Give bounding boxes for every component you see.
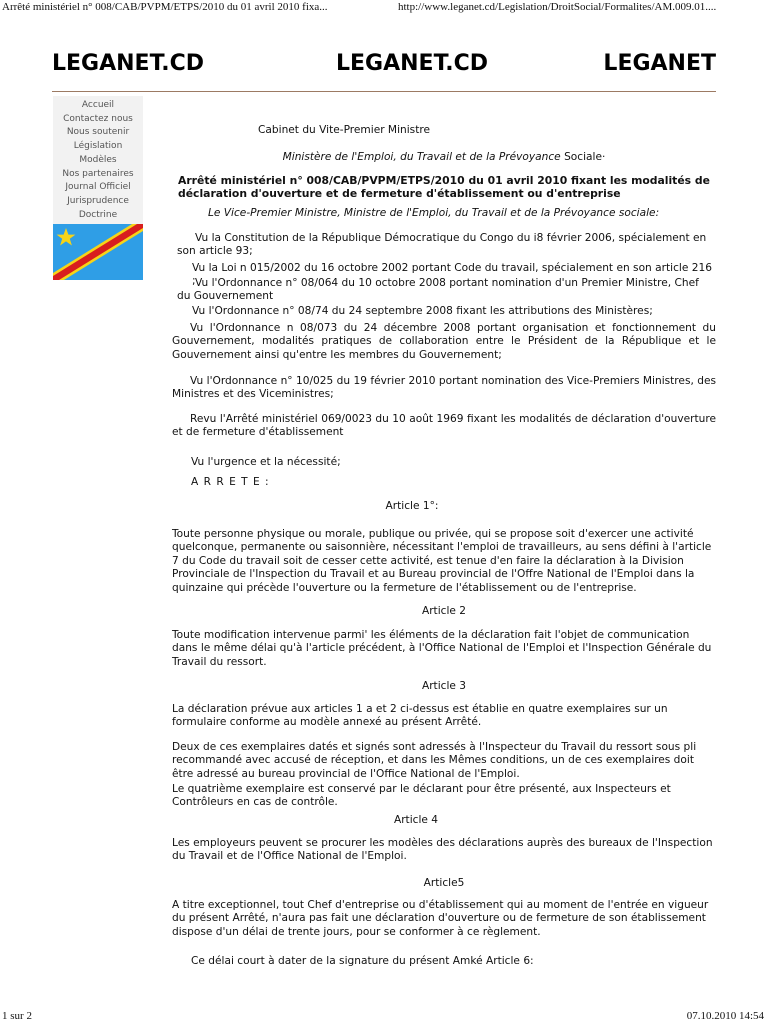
sidebar-item-legislation[interactable]: Législation	[73, 141, 123, 152]
drc-flag-icon	[53, 224, 143, 280]
banner-divider	[52, 91, 716, 92]
article-4-heading: Article 4	[393, 814, 439, 826]
article-2-text: Toute modification intervenue parmi' les éléments de la déclaration fait l'objet de communication dans le même délai qu'à l'article précédent, à l'Office National de l'Emploi et l'Inspection Générale du Travail du ressort.	[172, 629, 712, 668]
print-page-url: http://www.leganet.cd/Legislation/DroitSocial/Formalites/AM.009.01....	[398, 1, 717, 13]
sidebar-item-accueil[interactable]: Accueil	[81, 100, 115, 110]
article-1-text: Toute personne physique ou morale, publique ou privée, qui se propose soit d'exercer une activité quelconque, permanente ou saisonnière, nécessitant l'emploi de travailleurs, au sens défini à l'article 7 du Code du travail soit de cesser cette activité, est tenue d'en faire la déclaration à la Division Provinciale de l'Inspection du Travail et au Bureau provincial de l'Offre National de l'Emploi dans la quinzaine qui précède l'ouverture ou la fermeture de l'établissement ou de l'entreprise.	[172, 528, 712, 594]
brand-logo-right[interactable]: LEGANET	[603, 51, 716, 76]
sidebar-item-journal-officiel[interactable]: Journal Officiel	[65, 182, 131, 193]
ministry-suffix: Sociale·	[560, 151, 606, 163]
article-3-heading: Article 3	[421, 680, 467, 692]
article-3-text-3: Le quatrième exemplaire est conservé par le déclarant pour être présenté, aux Inspecteurs et Contrôleurs en cas de contrôle.	[172, 783, 671, 809]
sidebar-item-contactez-nous[interactable]: Contactez nous	[63, 113, 133, 124]
vu-urgence: Vu l'urgence et la nécessité;	[191, 456, 341, 468]
article-5-heading: Article5	[423, 877, 465, 889]
cabinet-heading: Cabinet du Vite-Premier Ministre	[258, 124, 430, 136]
vu-constitution: Vu la Constitution de la République Démocratique du Congo du i8 février 2006, spécialement en son article 93;	[177, 232, 707, 258]
sidebar-item-jurisprudence[interactable]: Jurisprudence	[67, 195, 129, 206]
article-5-text: A titre exceptionnel, tout Chef d'entreprise ou d'établissement qui au moment de l'entrée en vigueur du présent Arrêté, n'aura pas fait une déclaration d'ouverture ou de fermeture de son établissement dispose d'un délai de trente jours, pour se conformer à ce règlement.	[172, 899, 709, 938]
delai-article-6: Ce délai court à dater de la signature du présent Amké Article 6:	[191, 955, 534, 967]
print-footer	[0, 1009, 768, 1023]
article-4-text: Les employeurs peuvent se procurer les modèles des déclarations auprès des bureaux de l'Inspection du Travail et de l'Office National de l'Emploi.	[172, 837, 713, 863]
article-2-heading: Article 2	[421, 605, 467, 617]
site-banner	[52, 50, 716, 82]
sidebar-item-doctrine[interactable]: Doctrine	[78, 209, 118, 220]
brand-logo-center[interactable]: LEGANET.CD	[336, 51, 489, 76]
vu-ordonnance-attributions: Vu l'Ordonnance n° 08/74 du 24 septembre 2008 fixant les attributions des Ministères;	[192, 305, 653, 317]
brand-logo-left[interactable]: LEGANET.CD	[52, 51, 205, 76]
decree-author: Le Vice-Premier Ministre, Ministre de l'Emploi, du Travail et de la Prévoyance sociale:	[208, 207, 660, 219]
article-3-text-2: Deux de ces exemplaires datés et signés sont adressés à l'Inspecteur du Travail du ressort sous pli recommandé avec accusé de réception, et dans les Mêmes conditions, un de ces exemplaires doit être adressé au bureau provincial de l'Office National de l'Emploi.	[172, 741, 697, 780]
print-datetime: 07.10.2010 14:54	[686, 1010, 764, 1022]
ministry-heading	[172, 151, 716, 164]
print-header	[0, 0, 768, 14]
revu-arrete: Revu l'Arrêté ministériel 069/0023 du 10 août 1969 fixant les modalités de déclaration d'ouverture et de fermeture d'établissement	[172, 413, 716, 439]
vu-ordonnance-premier-ministre: Vu l'Ordonnance n° 08/064 du 10 octobre 2008 portant nomination d'un Premier Ministre, Chef du Gouvernement	[177, 277, 699, 303]
sidebar-item-nos-partenaires[interactable]: Nos partenaires	[62, 168, 134, 179]
article-1-heading: Article 1°:	[385, 500, 439, 512]
vu-ordonnance-nomination: Vu l'Ordonnance n° 10/025 du 19 février 2010 portant nomination des Vice-Premiers Ministres, des Ministres et des Viceministres;	[172, 375, 716, 401]
sidebar-item-nous-soutenir[interactable]: Nous soutenir	[66, 127, 130, 138]
ministry-name: Ministère de l'Emploi, du Travail et de la Prévoyance	[282, 151, 561, 163]
arrete-heading: A R R E T E :	[191, 476, 270, 488]
print-page-title: Arrêté ministériel n° 008/CAB/PVPM/ETPS/2010 du 01 avril 2010 fixa...	[2, 1, 328, 13]
vu-loi: Vu la Loi n 015/2002 du 16 octobre 2002 portant Code du travail, spécialement en son article 216 ;	[192, 262, 712, 288]
sidebar-nav	[53, 96, 143, 280]
article-3-text-1: La déclaration prévue aux articles 1 a et 2 ci-dessus est établie en quatre exemplaires sur un formulaire conforme au modèle annexé au présent Arrêté.	[172, 703, 668, 729]
decree-title: Arrêté ministériel n° 008/CAB/PVPM/ETPS/2010 du 01 avril 2010 fixant les modalités de déclaration d'ouverture et de fermeture d'établissement ou d'entreprise	[178, 174, 710, 200]
vu-ordonnance-organisation: Vu l'Ordonnance n 08/073 du 24 décembre 2008 portant organisation et fonctionnement du Gouvernement, modalités pratiques de collaboration entre le Président de la République et le Gouvernement ainsi qu'entre les membres du Gouvernement;	[172, 322, 716, 361]
print-page-number: 1 sur 2	[2, 1010, 32, 1022]
sidebar-item-modeles[interactable]: Modèles	[79, 154, 117, 165]
